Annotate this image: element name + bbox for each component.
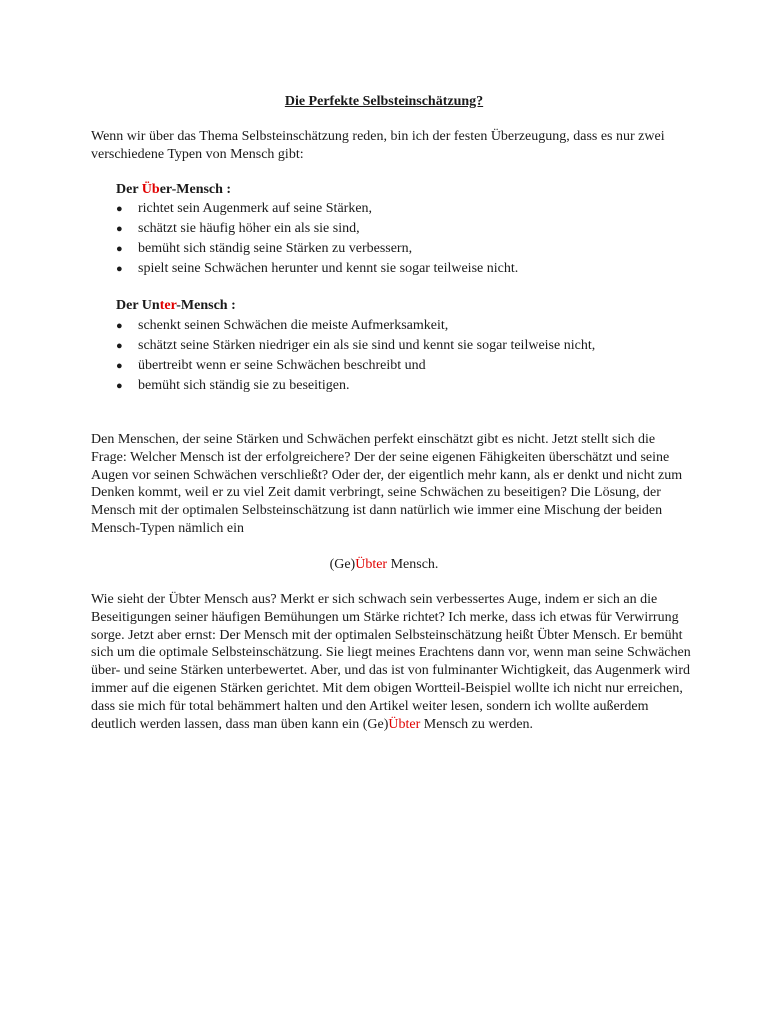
list-item xyxy=(116,356,595,376)
center-suffix: Mensch. xyxy=(387,557,439,572)
unter-mensch-list xyxy=(116,316,595,396)
uber-mensch-list xyxy=(116,199,518,279)
bullet-icon: ● xyxy=(116,223,123,235)
list-item-text: schenkt seinen Schwächen die meiste Aufmerksamkeit, xyxy=(138,318,449,333)
bullet-icon: ● xyxy=(116,243,123,255)
list-item xyxy=(116,336,595,356)
unter-heading-prefix: Der Un xyxy=(116,298,160,313)
list-item xyxy=(116,316,595,336)
list-item-text: bemüht sich ständig sie zu beseitigen. xyxy=(138,378,350,393)
uber-heading-highlight: Üb xyxy=(141,182,160,197)
unter-heading-suffix: -Mensch : xyxy=(176,298,236,313)
list-item-text: bemüht sich ständig seine Stärken zu verbessern, xyxy=(138,241,413,256)
bullet-icon: ● xyxy=(116,263,123,275)
uber-heading-suffix: er-Mensch : xyxy=(159,182,232,197)
list-item-text: schätzt sie häufig höher ein als sie sind, xyxy=(138,221,360,236)
list-item-text: übertreibt wenn er seine Schwächen beschreibt und xyxy=(138,358,426,373)
closing-suffix: Mensch zu werden. xyxy=(420,716,534,732)
bullet-icon: ● xyxy=(116,360,123,372)
center-highlight: Übter xyxy=(355,557,388,572)
bullet-icon: ● xyxy=(116,203,123,215)
list-item xyxy=(116,376,595,396)
closing-text: Wie sieht der Übter Mensch aus? Merkt er sich schwach sein verbessertes Auge, indem er sich an die Beseitigungen seiner häufigen Bemühungen um Stärke richtet? Ich merke, dass ich etwas für Verwirrung sorge. Jetzt aber ernst: Der Mensch mit der optimalen Selbsteinschätzung heißt Übter Mensch. Er bemüht sich um die optimale Selbsteinschätzung. Sie liegt meines Erachtens dann vor, wenn man seine Schwächen über- und seine Stärken unterbewertet. Aber, und das ist von fulminanter Wichtigkeit, das Augenmerk wird immer auf die eigenen Stärken gerichtet. Mit dem obigen Wortteil-Beispiel wollte ich nicht nur erreichen, dass sie mich für total behämmert halten und den Artikel weiter lesen, sondern ich wollte außerdem deutlich werden lassen, dass man üben kann ein (Ge) xyxy=(91,592,691,732)
intro-paragraph: Wenn wir über das Thema Selbsteinschätzung reden, bin ich der festen Überzeugung, dass es nur zwei verschiedene Typen von Mensch gibt: xyxy=(91,129,665,162)
main-paragraph: Den Menschen, der seine Stärken und Schwächen perfekt einschätzt gibt es nicht. Jetzt stellt sich die Frage: Welcher Mensch ist der erfolgreichere? Der der seine eigenen Fähigkeiten überschätzt und seine Augen vor seinen Schwächen verschließt? Oder der, der eigentlich mehr kann, als er denkt und nicht zum Denken kommt, weil er zu viel Zeit damit verbringt, seine Schwächen zu beseitigen? Die Lösung, der Mensch mit der optimalen Selbsteinschätzung ist dann natürlich wie immer eine Mischung der beiden Mensch-Typen nämlich ein xyxy=(91,432,683,536)
uber-mensch-heading xyxy=(116,181,231,199)
list-item xyxy=(116,239,518,259)
list-item xyxy=(116,259,518,279)
document-title: Die Perfekte Selbsteinschätzung? xyxy=(284,94,484,109)
bullet-icon: ● xyxy=(116,340,123,352)
center-prefix: (Ge) xyxy=(329,557,356,572)
bullet-icon: ● xyxy=(116,320,123,332)
unter-mensch-heading xyxy=(116,297,236,315)
list-item-text: richtet sein Augenmerk auf seine Stärken, xyxy=(138,201,373,216)
unter-heading-highlight: ter xyxy=(159,298,177,313)
bullet-icon: ● xyxy=(116,380,123,392)
list-item xyxy=(116,219,518,239)
closing-paragraph xyxy=(91,591,691,733)
list-item-text: spielt seine Schwächen herunter und kennt sie sogar teilweise nicht. xyxy=(138,261,519,276)
list-item xyxy=(116,199,518,219)
list-item-text: schätzt seine Stärken niedriger ein als sie sind und kennt sie sogar teilweise nicht, xyxy=(138,338,596,353)
closing-highlight: Übter xyxy=(388,716,421,732)
centered-line xyxy=(0,556,768,574)
uber-heading-prefix: Der xyxy=(116,182,142,197)
